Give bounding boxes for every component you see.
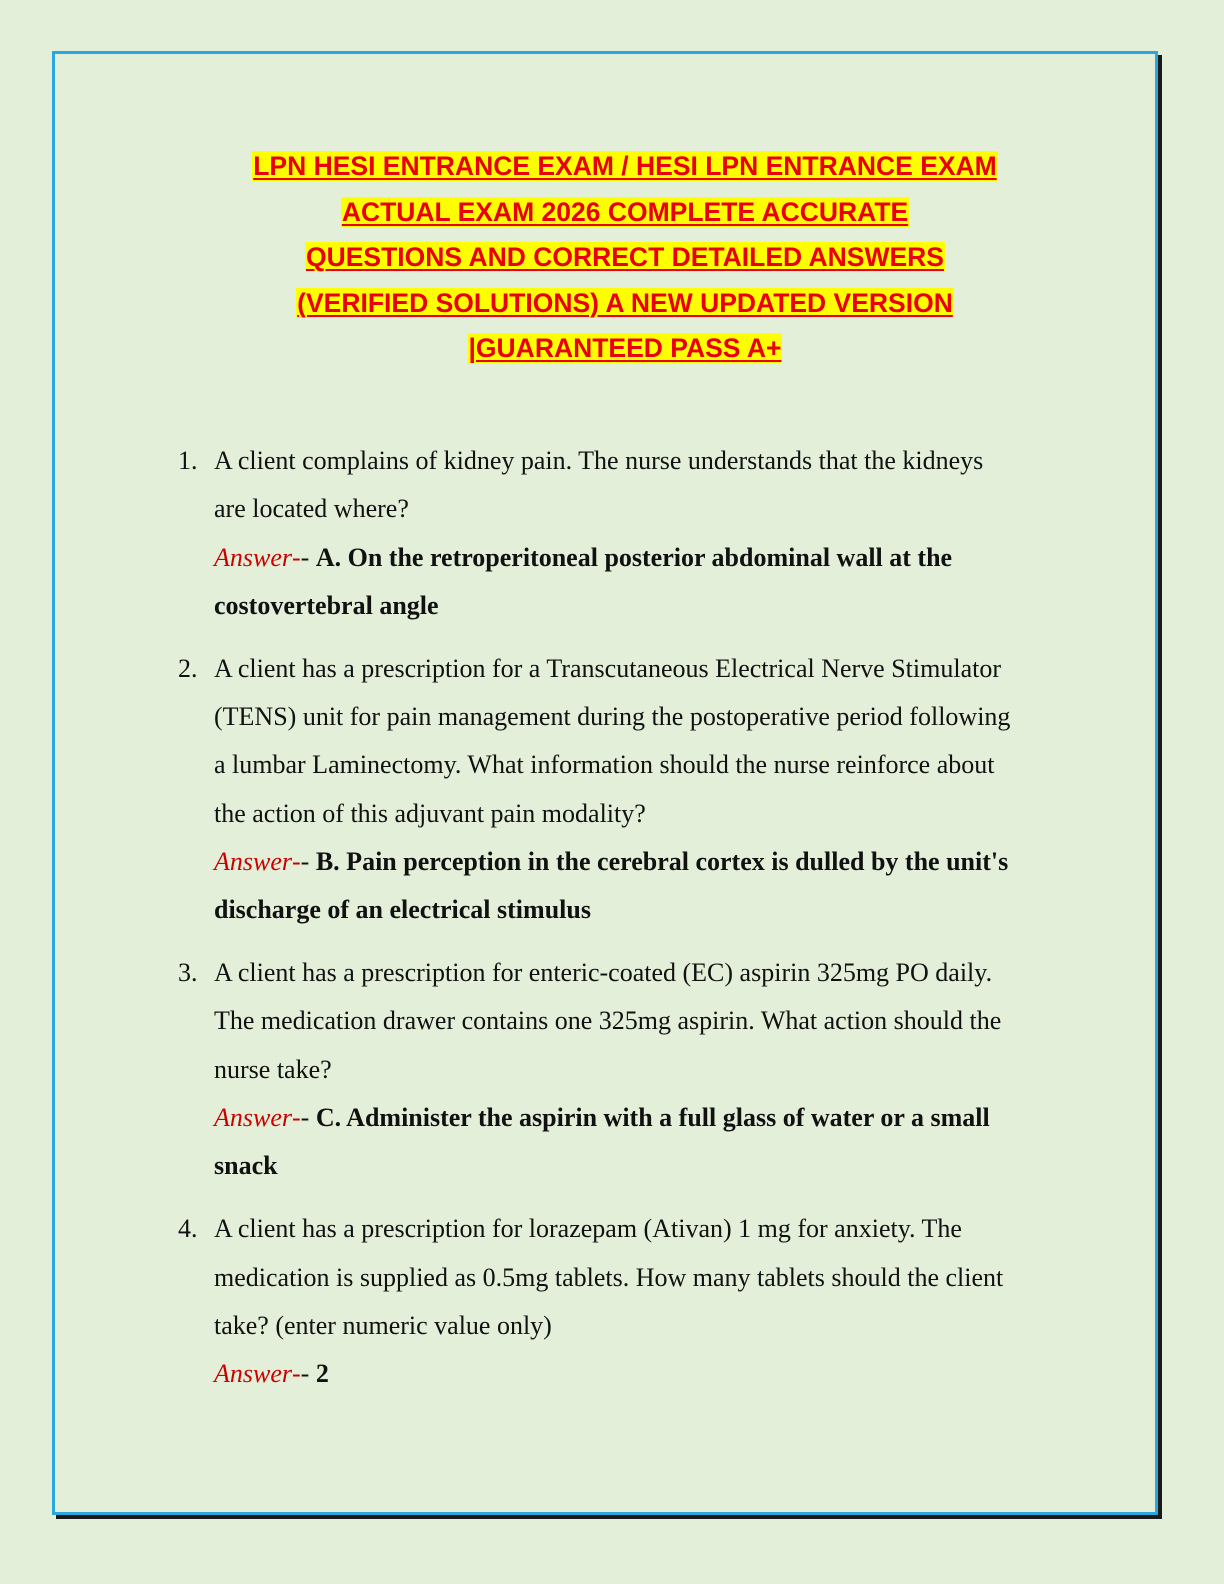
answer-text: 2 (315, 1359, 329, 1389)
question-number: 4. (178, 1214, 198, 1244)
question-line: a lumbar Laminectomy. What information should the nurse reinforce about (214, 750, 995, 780)
answer-label: Answer (214, 542, 292, 572)
question-item (178, 437, 1078, 630)
question-list (178, 437, 1078, 1413)
question-item (178, 645, 1078, 935)
title-line: ACTUAL EXAM 2026 COMPLETE ACCURATE (341, 196, 909, 227)
answer-line: Answer-- 2 (214, 1359, 329, 1389)
question-line: nurse take? (214, 1054, 332, 1084)
title-line: |GUARANTEED PASS A+ (468, 333, 782, 363)
answer-line: Answer-- C. Administer the aspirin with a full glass of water or a small (214, 1103, 990, 1133)
answer-line: snack (214, 1151, 278, 1181)
answer-line: discharge of an electrical stimulus (214, 895, 591, 925)
answer-text: B. Pain perception in the cerebral cortex is dulled by the unit's (315, 846, 1009, 876)
answer-line: Answer-- B. Pain perception in the cerebral cortex is dulled by the unit's (214, 846, 1009, 876)
question-line: The medication drawer contains one 325mg aspirin. What action should the (214, 1006, 1002, 1036)
question-line: medication is supplied as 0.5mg tablets. How many tablets should the client (214, 1262, 1004, 1292)
question-number: 3. (178, 958, 198, 988)
document-title (130, 144, 1120, 372)
title-line: QUESTIONS AND CORRECT DETAILED ANSWERS (306, 242, 944, 272)
question-line: A client has a prescription for enteric-coated (EC) aspirin 325mg PO daily. (214, 958, 993, 988)
question-item (178, 949, 1078, 1190)
answer-text: C. Administer the aspirin with a full glass of water or a small (315, 1103, 990, 1133)
question-item (178, 1205, 1078, 1398)
answer-label: Answer (214, 1103, 292, 1133)
question-line: the action of this adjuvant pain modality? (214, 798, 646, 828)
answer-line: costovertebral angle (214, 590, 439, 620)
question-number: 1. (178, 446, 198, 475)
question-line: A client complains of kidney pain. The nurse understands that the kidneys (214, 446, 984, 475)
question-line: take? (enter numeric value only) (214, 1310, 552, 1340)
question-line: A client has a prescription for a Transcutaneous Electrical Nerve Stimulator (214, 653, 1001, 683)
answer-text: A. On the retroperitoneal posterior abdominal wall at the (315, 542, 953, 572)
question-line: are located where? (214, 494, 409, 524)
answer-label: Answer (214, 846, 292, 876)
question-line: A client has a prescription for lorazepam (Ativan) 1 mg for anxiety. The (214, 1214, 962, 1244)
title-line: LPN HESI ENTRANCE EXAM / HESI LPN ENTRANCE EXAM (253, 151, 997, 181)
answer-line: Answer-- A. On the retroperitoneal posterior abdominal wall at the (214, 542, 953, 572)
title-line: (VERIFIED SOLUTIONS) A NEW UPDATED VERSION (297, 287, 953, 318)
question-line: (TENS) unit for pain management during the postoperative period following (214, 702, 1011, 732)
question-number: 2. (178, 653, 198, 683)
answer-label: Answer (214, 1359, 292, 1389)
